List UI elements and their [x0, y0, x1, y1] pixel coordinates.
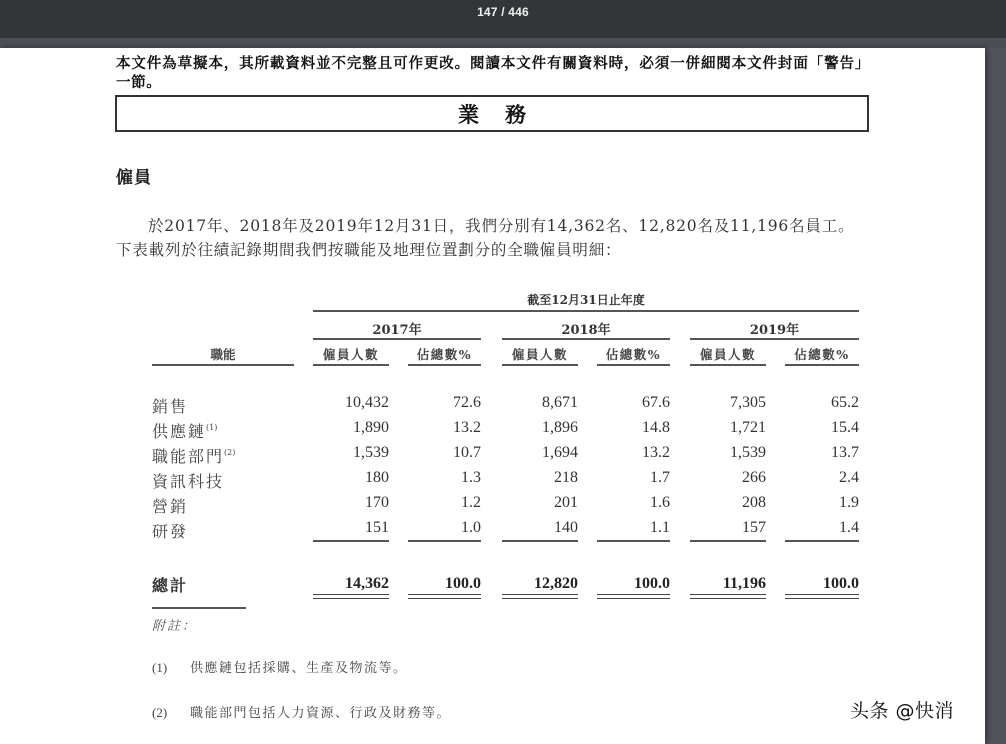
- cell: 10.7: [453, 444, 481, 461]
- col-header-headcount-2018: 僱員人數: [511, 347, 568, 362]
- col-header-headcount-2019: 僱員人數: [699, 347, 756, 362]
- year-header-2018: 2018年: [561, 323, 611, 338]
- cell: 67.6: [642, 394, 670, 411]
- cell: 1.1: [650, 519, 670, 536]
- cell: 1.3: [461, 469, 481, 486]
- cell: 1,694: [542, 444, 578, 461]
- section-title: 業務: [458, 101, 552, 127]
- cell: 170: [365, 494, 389, 511]
- cell: 10,432: [345, 394, 389, 411]
- cell: 1,539: [353, 444, 389, 461]
- note-marker: (2): [152, 705, 168, 720]
- row-label-rnd: 研發: [152, 522, 189, 541]
- cell: 151: [365, 519, 389, 536]
- cell: 1,721: [730, 419, 766, 436]
- cell: 15.4: [831, 419, 859, 436]
- cell: 13.2: [642, 444, 670, 461]
- divider: [785, 540, 859, 542]
- total-cell: 100.0: [634, 575, 670, 592]
- row-label-functional-departments: 職能部門$^{(2)}$: [152, 447, 236, 466]
- divider: [597, 364, 670, 366]
- divider: [502, 364, 578, 366]
- cell: 14.8: [642, 419, 670, 436]
- divider: [313, 338, 481, 340]
- cell: 1.4: [839, 519, 859, 536]
- divider: [313, 540, 389, 542]
- row-label-supply-chain: 供應鏈$^{(1)}$: [152, 422, 218, 441]
- cell: 13.7: [831, 444, 859, 461]
- page-indicator[interactable]: 147 / 446: [477, 5, 529, 19]
- cell: 140: [554, 519, 578, 536]
- row-label-marketing: 營銷: [152, 497, 189, 516]
- cell: 72.6: [453, 394, 481, 411]
- double-underline: [313, 594, 389, 599]
- pdf-viewer-toolbar: [0, 0, 1006, 38]
- col-header-percent-2019: 佔總數%: [794, 347, 850, 362]
- note-2: [152, 702, 451, 721]
- cell: 1,890: [353, 419, 389, 436]
- double-underline: [690, 594, 766, 599]
- cell: 1.2: [461, 494, 481, 511]
- cell: 1.9: [839, 494, 859, 511]
- cell: 201: [554, 494, 578, 511]
- footnote-ref: (2): [224, 448, 236, 457]
- notes-label: 附註：: [152, 619, 198, 634]
- divider: [597, 540, 670, 542]
- year-header-2019: 2019年: [749, 323, 800, 338]
- double-underline: [785, 594, 859, 599]
- divider: [502, 540, 578, 542]
- row-label-it: 資訊科技: [152, 472, 225, 491]
- subheading-employees: 僱員: [116, 168, 152, 188]
- note-text: 職能部門包括人力資源、行政及財務等。: [190, 706, 452, 721]
- divider: [690, 338, 859, 340]
- total-cell: 100.0: [445, 575, 481, 592]
- document-page: [0, 48, 985, 744]
- cell: 8,671: [542, 394, 578, 411]
- divider: [152, 364, 294, 366]
- total-cell: 14,362: [345, 575, 389, 592]
- watermark: 头条 @快消: [850, 700, 955, 722]
- total-cell: 100.0: [823, 575, 859, 592]
- viewer-background: [0, 38, 1006, 48]
- double-underline: [502, 594, 578, 599]
- divider: [785, 364, 859, 366]
- col-header-headcount-2017: 僱員人數: [322, 347, 379, 362]
- cell: 65.2: [831, 394, 859, 411]
- cell: 1.7: [650, 469, 670, 486]
- period-header: 截至12月31日止年度: [527, 293, 645, 307]
- divider: [408, 364, 481, 366]
- cell: 208: [742, 494, 766, 511]
- row-label-sales: 銷售: [152, 397, 189, 416]
- divider: [408, 540, 481, 542]
- section-header-box: [115, 95, 869, 132]
- double-underline: [408, 594, 481, 599]
- total-cell: 11,196: [722, 575, 766, 592]
- total-cell: 12,820: [534, 575, 578, 592]
- note-1: [152, 657, 408, 676]
- intro-line-1: 於2017年、2018年及2019年12月31日，我們分別有14,362名、12,820名及11,196名員工。: [148, 217, 855, 235]
- cell: 266: [742, 469, 766, 486]
- footnote-ref: (1): [206, 423, 218, 432]
- notes-divider: [152, 607, 246, 609]
- intro-line-2: 下表載列於往績記錄期間我們按職能及地理位置劃分的全職僱員明細：: [116, 241, 622, 259]
- year-header-2017: 2017年: [372, 323, 422, 338]
- function-header: 職能: [210, 347, 236, 362]
- cell: 1.6: [650, 494, 670, 511]
- cell: 180: [365, 469, 389, 486]
- viewer-scroll-gutter[interactable]: [985, 48, 1006, 744]
- divider: [690, 540, 766, 542]
- intro-paragraph: [116, 214, 872, 262]
- note-marker: (1): [152, 660, 168, 675]
- row-label-total: 總計: [152, 576, 189, 595]
- cell: 1,539: [730, 444, 766, 461]
- cell: 1,896: [542, 419, 578, 436]
- draft-disclaimer: 本文件為草擬本，其所載資料並不完整且可作更改。閱讀本文件有關資料時，必須一併細閱本文件封面「警告」一節。: [116, 55, 870, 91]
- cell: 7,305: [730, 394, 766, 411]
- col-header-percent-2018: 佔總數%: [605, 347, 662, 362]
- cell: 2.4: [839, 469, 859, 486]
- cell: 157: [742, 519, 766, 536]
- col-header-percent-2017: 佔總數%: [416, 347, 473, 362]
- cell: 218: [554, 469, 578, 486]
- note-text: 供應鏈包括採購、生產及物流等。: [190, 661, 408, 676]
- divider: [313, 364, 389, 366]
- divider: [690, 364, 766, 366]
- double-underline: [597, 594, 670, 599]
- employee-table: [0, 48, 985, 744]
- cell: 1.0: [461, 519, 481, 536]
- divider: [313, 310, 859, 312]
- cell: 13.2: [453, 419, 481, 436]
- divider: [502, 338, 670, 340]
